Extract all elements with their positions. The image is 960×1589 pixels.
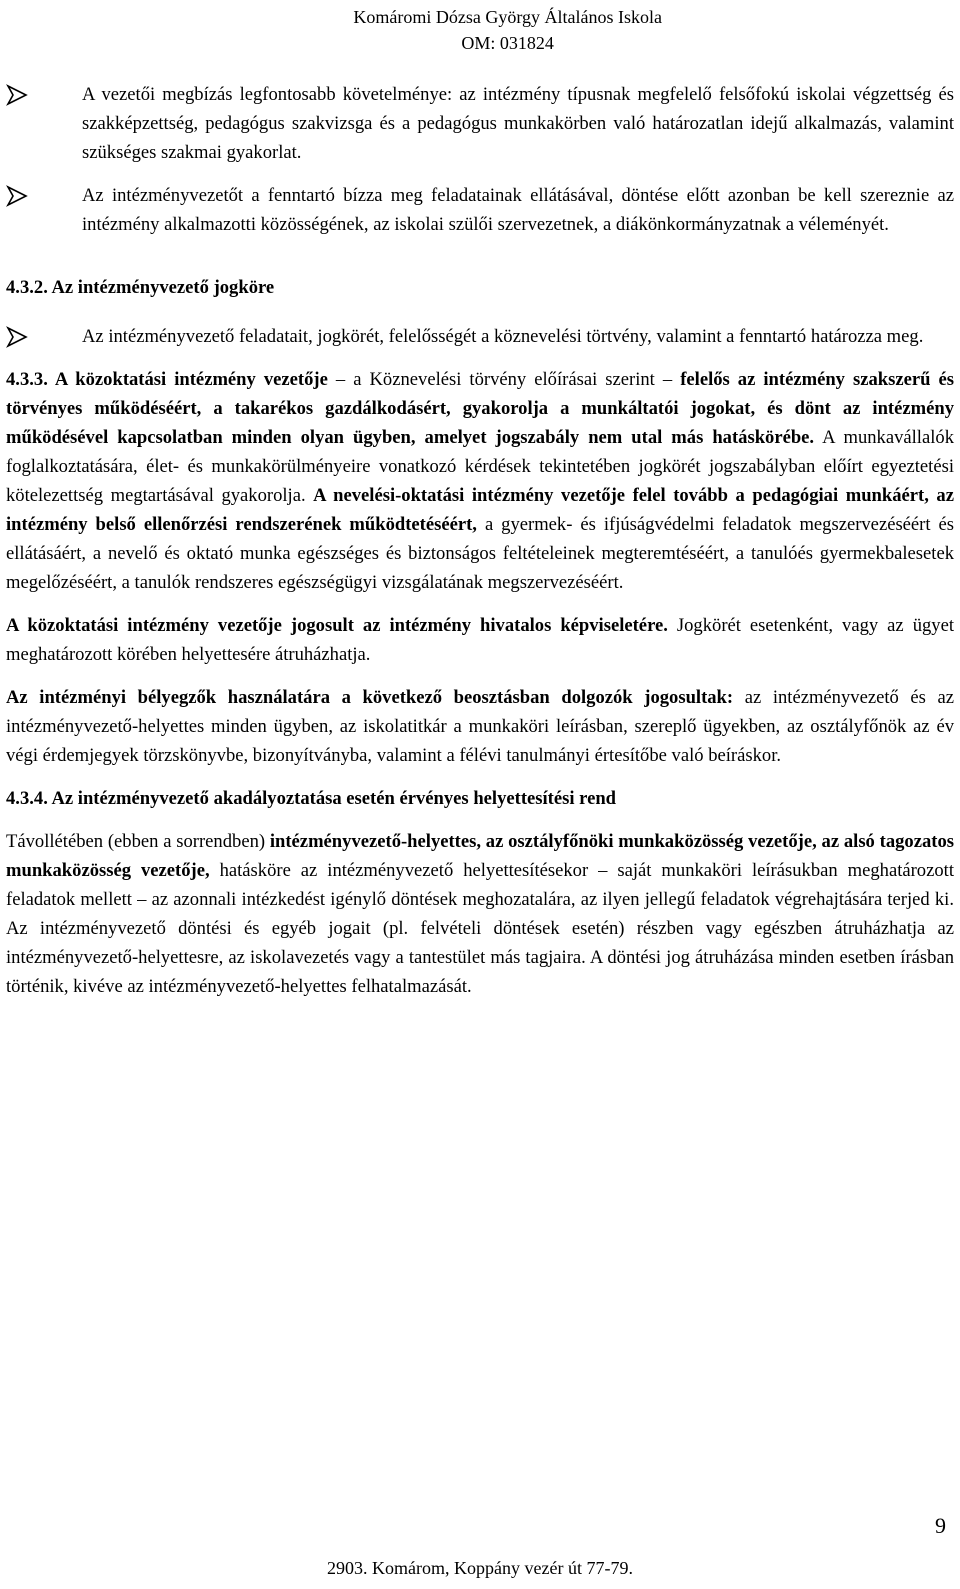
school-name: Komáromi Dózsa György Általános Iskola	[353, 7, 662, 27]
bullet-item	[6, 181, 954, 239]
paragraph-substitution: Távollétében (ebben a sorrendben) intézményvezető-helyettes, az osztályfőnöki munkaközösség vezetője, az alsó tagozatos munkaközösség vezetője, hatásköre az intézményvezető helyettesítésekor – saját munkaköri leírásukban meghatározott feladatok mellett – az azonnali intézkedést igénylő döntések meghozatalára, az ilyen jellegű feladatok végrehajtására terjed ki. Az intézményvezető döntési és egyéb jogait (pl. felvételi döntések esetén) részben vagy egészben átruházhatja az intézményvezető-helyettesre, az iskolavezetés vagy a tantestület más tagjaira. A döntési jog átruházása minden esetben írásban történik, kivéve az intézményvezető-helyettes felhatalmazását.	[6, 831, 954, 997]
arrow-bullet-icon	[6, 84, 28, 106]
bullet-text: Az intézményvezető feladatait, jogkörét, felelősségét a köznevelési törtvény, valamint a fenntartó határozza meg.	[82, 326, 924, 347]
document-body	[6, 80, 954, 1001]
page-footer-address: 2903. Komárom, Koppány vezér út 77-79.	[327, 1558, 633, 1578]
bullet-text: A vezetői megbízás legfontosabb követelménye: az intézmény típusnak megfelelő felsőfokú iskolai végzettség és szakképzettség, pedagógus szakvizsga és a pedagógus munkakörben való határozatlan idejű alkalmazás, valamint szükséges szakmai gyakorlat.	[82, 84, 954, 163]
paragraph-representation: A közoktatási intézmény vezetője jogosult az intézmény hivatalos képviseletére. Jogkörét esetenként, vagy az ügyet meghatározott körében helyettesére átruházhatja.	[6, 615, 954, 665]
arrow-bullet-icon	[6, 185, 28, 207]
bullet-text: Az intézményvezetőt a fenntartó bízza meg feladatainak ellátásával, döntése előtt azonban be kell szereznie az intézmény alkalmazotti közösségének, az iskolai szülői szervezetnek, a diákönkormányzatnak a véleményét.	[82, 185, 954, 235]
section-number-4-3-3: 4.3.3.	[6, 369, 55, 390]
section-heading-4-3-4: 4.3.4. Az intézményvezető akadályoztatása esetén érvényes helyettesítési rend	[6, 788, 617, 809]
page-number: 9	[935, 1513, 946, 1538]
bullet-item	[6, 80, 954, 167]
paragraph-stamps: Az intézményi bélyegzők használatára a következő beosztásban dolgozók jogosultak: az intézményvezető és az intézményvezető-helyettes minden ügyben, az iskolatitkár a munkaköri leírásban, szereplő ügyekben, az osztályfőnök az év végi érdemjegyek törzskönyvbe, bizonyítványba, valamint a félévi tanulmányi értesítőbe való beíráskor.	[6, 687, 955, 766]
om-number: OM: 031824	[461, 33, 554, 53]
paragraph-4-3-3: 4.3.3. A közoktatási intézmény vezetője – a Köznevelési törvény előírásai szerint – felelős az intézmény szakszerű és törvényes működéséért, a takarékos gazdálkodásért, gyakorolja a munkáltatói jogokat, és dönt az intézmény működésével kapcsolatban minden olyan ügyben, amelyet jogszabály nem utal más hatáskörébe. A munkavállalók foglalkoztatására, élet- és munkakörülményeire vonatkozó kérdések tekintetében jogkörét jogszabályban előírt egyeztetési kötelezettség megtartásával gyakorolja. A nevelési-oktatási intézmény vezetője felel tovább a pedagógiai munkáért, az intézmény belső ellenőrzési rendszerének működtetéséért, a gyermek- és ifjúságvédelmi feladatok megszervezéséért és ellátásáért, a nevelő és oktató munka egészséges és biztonságos feltételeinek megteremtéséért, a tanulóés gyermekbalesetek megelőzéséért, a tanulók rendszeres egészségügyi vizsgálatának megszervezéséért.	[6, 369, 955, 593]
section-heading-4-3-2: 4.3.2. Az intézményvezető jogköre	[6, 277, 275, 298]
page-header	[353, 4, 662, 56]
arrow-bullet-icon	[6, 326, 28, 348]
bullet-item	[6, 322, 954, 351]
